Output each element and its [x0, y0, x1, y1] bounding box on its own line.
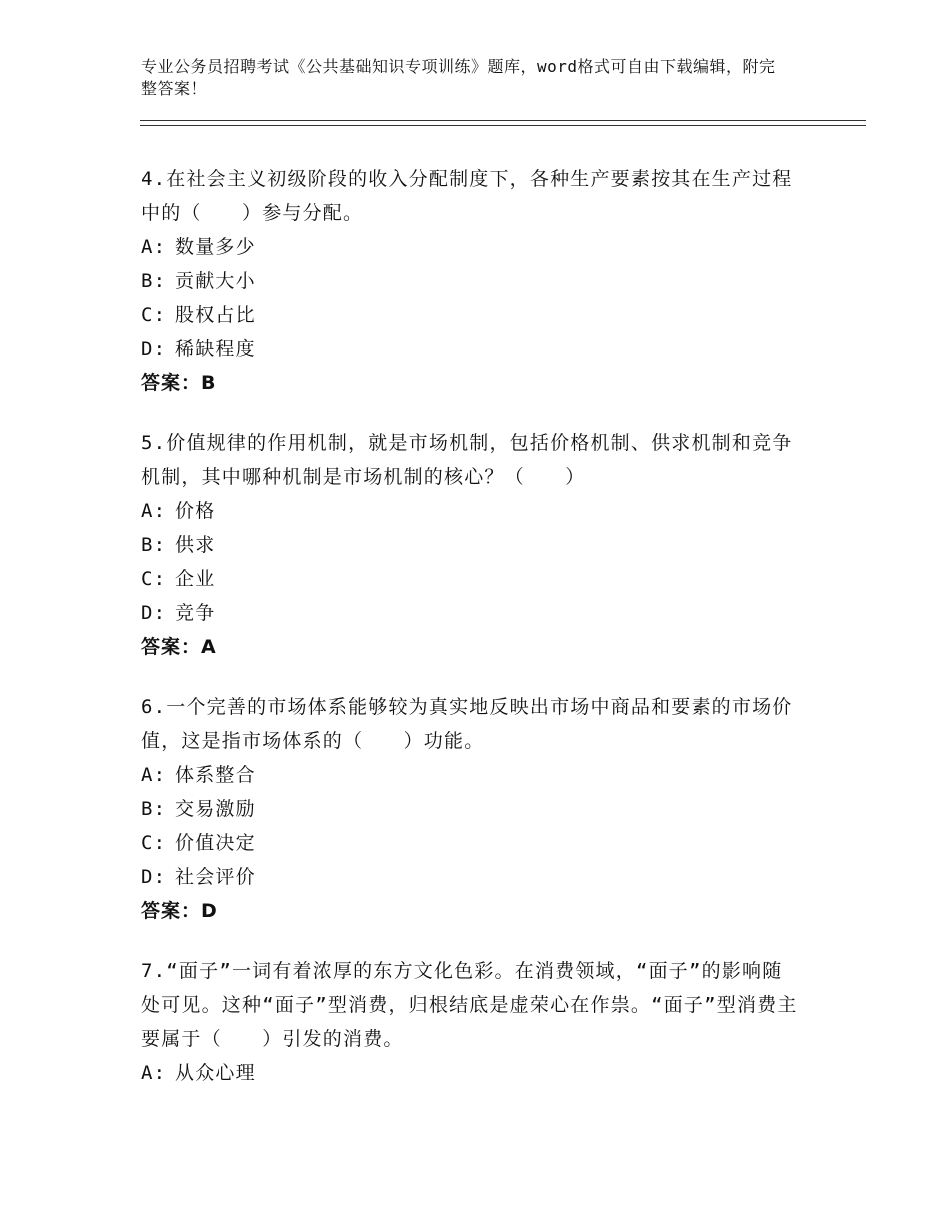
option-text: 体系整合 — [175, 764, 256, 786]
option-b — [141, 792, 801, 826]
question-number: 5. — [141, 432, 167, 454]
document-header: 专业公务员招聘考试《公共基础知识专项训练》题库，word格式可自由下载编辑，附完整答案！ — [141, 57, 776, 98]
option-a — [141, 1056, 801, 1090]
option-d — [141, 596, 801, 630]
question-text: “面子”一词有着浓厚的东方文化色彩。在消费领域，“面子”的影响随处可见。这种“面子”型消费，归根结底是虚荣心在作祟。“面子”型消费主要属于（ ）引发的消费。 — [141, 960, 798, 1050]
question-number: 7. — [141, 960, 167, 982]
option-key: C: — [141, 568, 167, 590]
option-b — [141, 264, 801, 298]
option-text: 社会评价 — [175, 866, 256, 888]
option-text: 贡献大小 — [175, 270, 256, 292]
option-text: 价格 — [175, 500, 216, 522]
header-divider — [140, 120, 866, 126]
option-key: D: — [141, 866, 167, 888]
question-item — [141, 426, 801, 664]
option-key: B: — [141, 270, 167, 292]
question-stem — [141, 690, 801, 758]
question-number: 6. — [141, 696, 167, 718]
option-key: A: — [141, 500, 167, 522]
option-key: C: — [141, 304, 167, 326]
option-d — [141, 332, 801, 366]
answer-line: 答案：A — [141, 636, 217, 658]
question-item — [141, 954, 801, 1090]
option-key: B: — [141, 798, 167, 820]
option-d — [141, 860, 801, 894]
question-item — [141, 162, 801, 400]
option-key: B: — [141, 534, 167, 556]
option-key: A: — [141, 1062, 167, 1084]
option-c — [141, 298, 801, 332]
option-key: D: — [141, 602, 167, 624]
question-text: 在社会主义初级阶段的收入分配制度下，各种生产要素按其在生产过程中的（ ）参与分配。 — [141, 168, 793, 224]
question-text: 价值规律的作用机制，就是市场机制，包括价格机制、供求机制和竞争机制，其中哪种机制是市场机制的核心？（ ） — [141, 432, 793, 488]
option-text: 供求 — [175, 534, 216, 556]
option-text: 价值决定 — [175, 832, 256, 854]
question-stem — [141, 162, 801, 230]
option-text: 从众心理 — [175, 1062, 256, 1084]
option-key: A: — [141, 236, 167, 258]
question-list — [141, 162, 801, 1116]
option-key: D: — [141, 338, 167, 360]
question-stem — [141, 426, 801, 494]
option-key: C: — [141, 832, 167, 854]
question-number: 4. — [141, 168, 167, 190]
option-text: 股权占比 — [175, 304, 256, 326]
question-item — [141, 690, 801, 928]
option-key: A: — [141, 764, 167, 786]
option-text: 稀缺程度 — [175, 338, 256, 360]
option-a — [141, 758, 801, 792]
answer-line: 答案：D — [141, 900, 218, 922]
option-text: 交易激励 — [175, 798, 256, 820]
option-a — [141, 494, 801, 528]
option-b — [141, 528, 801, 562]
question-text: 一个完善的市场体系能够较为真实地反映出市场中商品和要素的市场价值，这是指市场体系的（ ）功能。 — [141, 696, 793, 752]
option-c — [141, 562, 801, 596]
option-text: 竞争 — [175, 602, 216, 624]
answer-line: 答案：B — [141, 372, 217, 394]
option-text: 企业 — [175, 568, 216, 590]
question-stem — [141, 954, 801, 1056]
option-text: 数量多少 — [175, 236, 256, 258]
option-c — [141, 826, 801, 860]
option-a — [141, 230, 801, 264]
